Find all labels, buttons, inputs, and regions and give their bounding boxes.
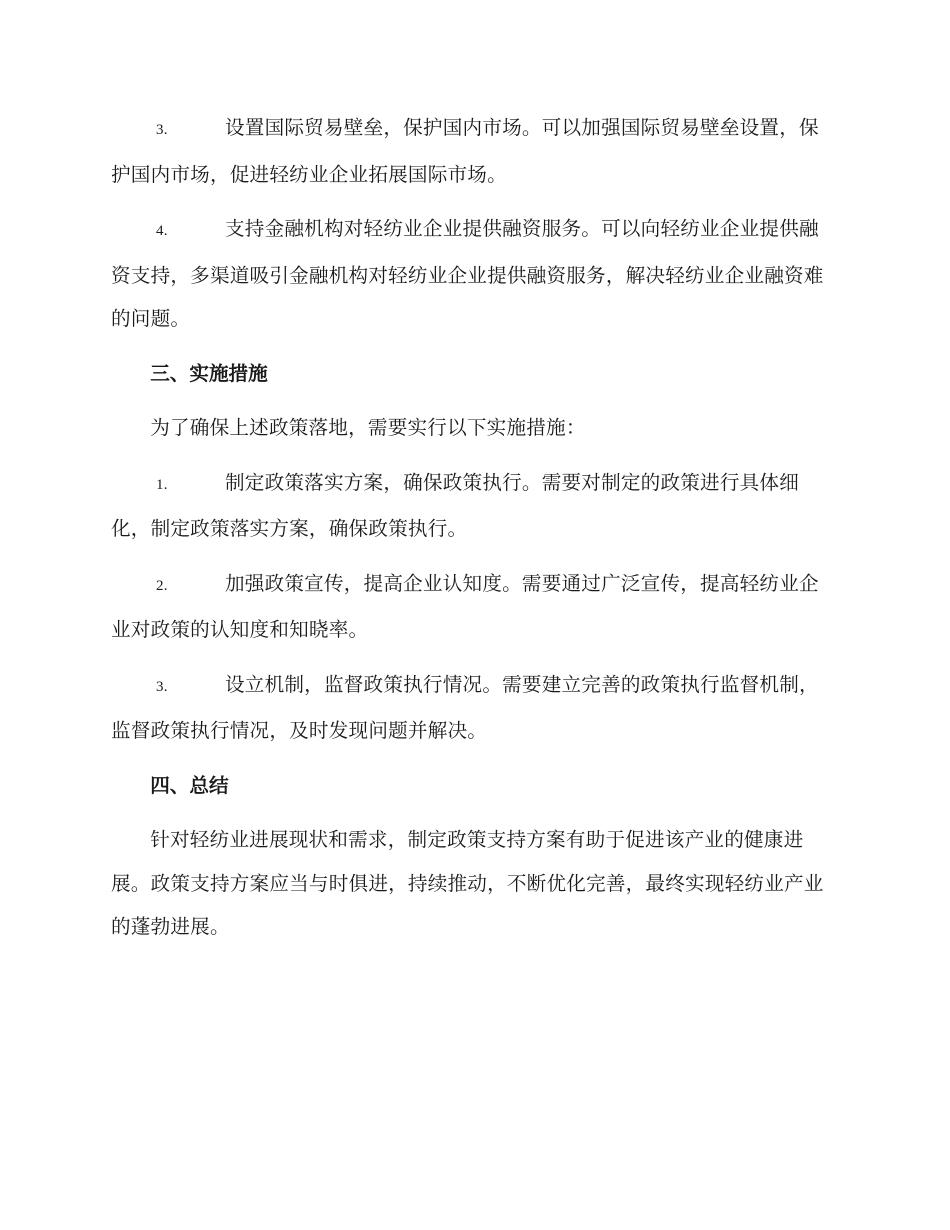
list-text: 设置国际贸易壁垒，保护国内市场。可以加强国际贸易壁垒设置，保护国内市场，促进轻纺业企业拓展国际市场。: [111, 116, 819, 186]
list-number: 2.: [156, 577, 168, 594]
list-number: 4.: [156, 223, 168, 239]
paragraph: 针对轻纺业进展现状和需求，制定政策支持方案有助于促进该产业的健康进展。政策支持方案应当与时俱进，持续推动，不断优化完善，最终实现轻纺业产业的蓬勃进展。: [111, 828, 824, 938]
list-item: [111, 106, 835, 196]
list-item: [111, 461, 835, 551]
list-text: 加强政策宣传，提高企业认知度。需要通过广泛宣传，提高轻纺业企业对政策的认知度和知晓率。: [111, 571, 819, 641]
list-number: 3.: [156, 122, 168, 138]
list-text: 设立机制，监督政策执行情况。需要建立完善的政策执行监督机制，监督政策执行情况，及时发现问题并解决。: [111, 672, 819, 742]
section-heading: 四、总结: [150, 773, 229, 797]
list-text: 支持金融机构对轻纺业企业提供融资服务。可以向轻纺业企业提供融资支持，多渠道吸引金融机构对轻纺业企业提供融资服务，解决轻纺业企业融资难的问题。: [111, 217, 824, 330]
list-item: [111, 207, 835, 341]
list-number: 1.: [156, 476, 168, 493]
document-body: [111, 106, 835, 960]
list-item: [111, 663, 835, 753]
list-text: 制定政策落实方案，确保政策执行。需要对制定的政策进行具体细化，制定政策落实方案，确保政策执行。: [111, 470, 800, 540]
list-number: 3.: [156, 678, 168, 695]
section-heading: 三、实施措施: [150, 361, 268, 385]
paragraph: 为了确保上述政策落地，需要实行以下实施措施：: [150, 416, 586, 439]
list-item: [111, 562, 835, 652]
